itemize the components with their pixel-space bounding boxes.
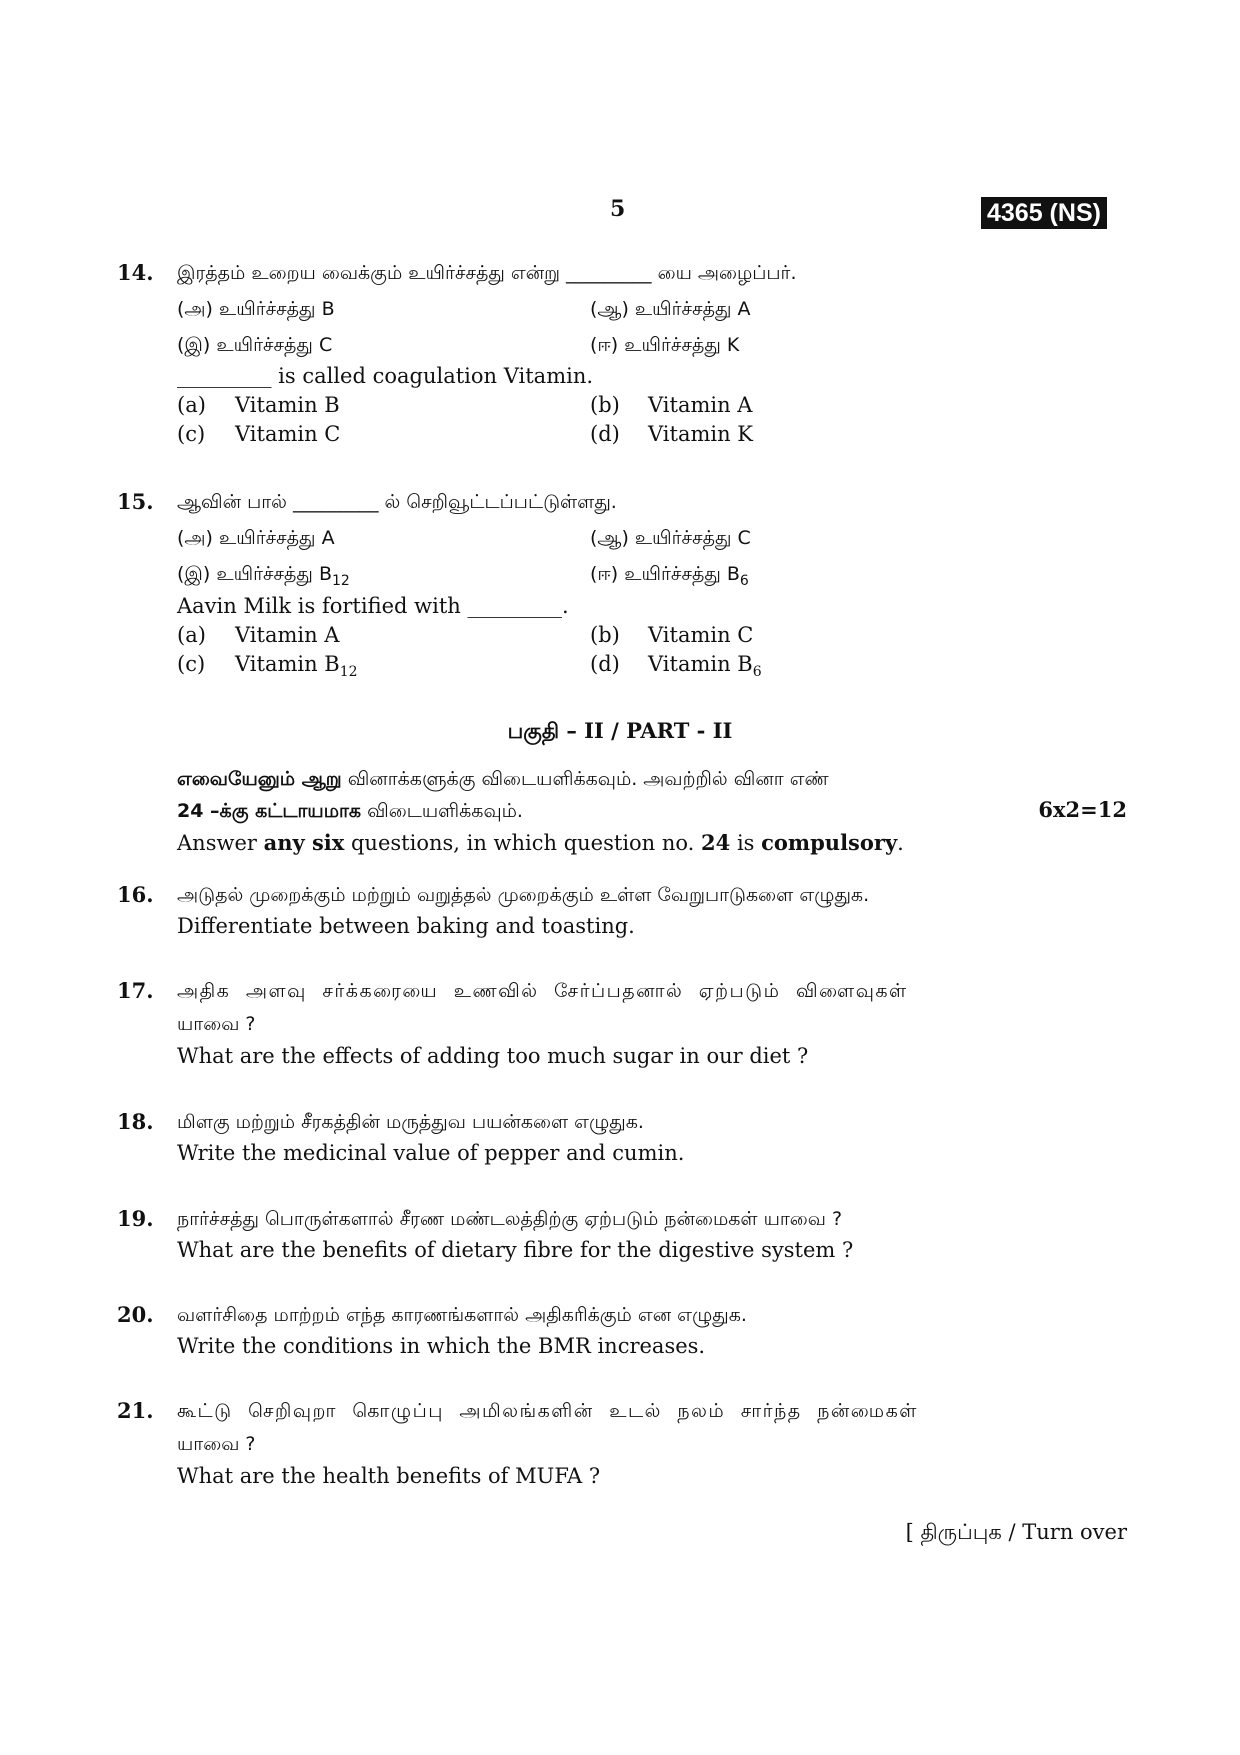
question-tamil-text: அடுதல் முறைக்கும் மற்றும் வறுத்தல் முறைக்கும் உள்ள வேறுபாடுகளை எழுதுக. <box>177 884 870 906</box>
option-b <box>590 390 752 420</box>
question-tamil-text: ஆவின் பால் _________ ல் செறிவூட்டப்பட்டுள்ளது. <box>177 491 617 513</box>
question-tamil-text: வளர்சிதை மாற்றம் எந்த காரணங்களால் அதிகரிக்கும் என எழுதுக. <box>177 1304 747 1326</box>
tamil-option-a: (அ) உயிர்ச்சத்து B <box>177 298 335 320</box>
tamil-option-b: (ஆ) உயிர்ச்சத்து C <box>590 527 751 549</box>
question-tamil-text: கூட்டு செறிவுறா கொழுப்பு அமிலங்களின் உடல் நலம் சார்ந்த நன்மைகள் <box>177 1400 918 1422</box>
tamil-option-b: (ஆ) உயிர்ச்சத்து A <box>590 298 751 320</box>
question-english-text: _________ is called coagulation Vitamin. <box>177 364 594 388</box>
question-english-text: Differentiate between baking and toasting. <box>177 914 635 938</box>
instruction-english: Answer any six questions, in which question no. 24 is compulsory. <box>177 830 904 855</box>
option-text: Vitamin A <box>648 393 753 417</box>
tamil-option-d: (ஈ) உயிர்ச்சத்து $B_6$ <box>590 563 749 589</box>
option-label: (d) <box>590 422 620 446</box>
option-a: (a) Vitamin A <box>177 623 340 647</box>
question-tamil-text-2: யாவை ? <box>177 1013 256 1035</box>
option-d: (d) Vitamin $B_6$ <box>590 652 762 680</box>
paper-code: 4365 (NS) <box>981 197 1107 229</box>
option-a <box>177 390 340 420</box>
tamil-option-c: (இ) உயிர்ச்சத்து C <box>177 334 333 356</box>
question-tamil-text-2: யாவை ? <box>177 1433 256 1455</box>
question-tamil-text: மிளகு மற்றும் சீரகத்தின் மருத்துவ பயன்களை எழுதுக. <box>177 1111 644 1133</box>
question-number: 14. <box>117 260 154 285</box>
tamil-option-a: (அ) உயிர்ச்சத்து A <box>177 527 335 549</box>
instruction-tamil-line-1: எவையேனும் ஆறு வினாக்களுக்கு விடையளிக்கவும். அவற்றில் வினா எண் <box>177 768 829 790</box>
turn-over-note: [ திருப்புக / Turn over <box>905 1520 1127 1544</box>
question-tamil-text: நார்ச்சத்து பொருள்களால் சீரண மண்டலத்திற்கு ஏற்படும் நன்மைகள் யாவை ? <box>177 1208 843 1230</box>
marks-label: 6x2=12 <box>1038 797 1127 822</box>
option-c: (c) Vitamin $B_{12}$ <box>177 652 358 680</box>
question-english-text: Aavin Milk is fortified with _________. <box>177 594 569 618</box>
question-english-text: What are the health benefits of MUFA ? <box>177 1464 601 1488</box>
option-c <box>177 419 340 449</box>
question-english-text: What are the effects of adding too much sugar in our diet ? <box>177 1044 809 1068</box>
tamil-option-d: (ஈ) உயிர்ச்சத்து K <box>590 334 740 356</box>
question-english-text: Write the medicinal value of pepper and cumin. <box>177 1141 685 1165</box>
tamil-option-c: (இ) உயிர்ச்சத்து $B_{12}$ <box>177 563 350 589</box>
question-tamil-text: இரத்தம் உறைய வைக்கும் உயிர்ச்சத்து என்று _________ யை அழைப்பர். <box>177 262 797 284</box>
part-title: பகுதி – II / PART - II <box>507 718 733 743</box>
instruction-tamil-line-2: 24 –க்கு கட்டாயமாக விடையளிக்கவும். <box>177 800 523 822</box>
option-label: (a) <box>177 393 206 417</box>
option-d <box>590 419 753 449</box>
question-english-text: Write the conditions in which the BMR increases. <box>177 1334 706 1358</box>
option-label: (b) <box>590 393 620 417</box>
option-text: Vitamin B <box>235 393 340 417</box>
option-b: (b) Vitamin C <box>590 623 754 647</box>
option-text: Vitamin C <box>235 422 341 446</box>
exam-page: 5 4365 (NS) 14. இரத்தம் உறைய வைக்கும் உயிர்ச்சத்து என்று _________ யை அழைப்பர். (அ) உயிர்ச்சத்து B (ஆ) உயிர்ச்சத்து A (இ) உயிர்ச்சத்து C (ஈ) உயிர்ச்சத்து K _________ is called coagulation Vitamin. (a) Vitamin B (b) Vitamin A (c) Vitamin C (d) Vitamin K 15. ஆவின் பால் _________ ல் செறிவூட்டப்பட்டுள்ளது. (அ) உயிர்ச்சத்து A (ஆ) உயிர்ச்சத்து C (இ) உயிர்ச்சத்து $B_{12}$ (ஈ) உயிர்ச்சத்து $B_6$ Aavin Milk is fortified with _________. (a) Vitamin A (b) Vitamin C (c) Vitamin $B_{12}$ (d) Vitamin $B_6$ பகுதி – II / PART - II எவையேனும் ஆறு வினாக்களுக்கு விடையளிக்கவும். அவற்றில் வினா எண் 24 –க்கு கட்டாயமாக விடையளிக்கவும். 6x2=12 Answer any six questions, in which question no. 24 is compulsory. 16. அடுதல் முறைக்கும் மற்றும் வறுத்தல் முறைக்கும் உள்ள வேறுபாடுகளை எழுதுக. Differentiate between baking and toasting. 17. அதிக அளவு சர்க்கரையை உணவில் சேர்ப்பதனால் ஏற்படும் விளைவுகள் யாவை ? What are the effects of adding too much sugar in our diet ? 18. மிளகு மற்றும் சீரகத்தின் மருத்துவ பயன்களை எழுதுக. Write the medicinal value of pepper and cumin. 19. நார்ச்சத்து பொருள்களால் சீரண மண்டலத்திற்கு ஏற்படும் நன்மைகள் யாவை ? What are the benefits of dietary fibre for the digestive system ? 20. வளர்சிதை மாற்றம் எந்த காரணங்களால் அதிகரிக்கும் என எழுதுக. Write the conditions in which the BMR increases. 21. கூட்டு செறிவுறா கொழுப்பு அமிலங்களின் உடல் நலம் சார்ந்த நன்மைகள் யாவை ? What are the health benefits of MUFA ? [ திருப்புக / Turn over <box>0 0 1240 1755</box>
page-number: 5 <box>610 196 626 222</box>
question-english-text: What are the benefits of dietary fibre for the digestive system ? <box>177 1238 854 1262</box>
question-number: 15. <box>117 489 154 514</box>
option-label: (c) <box>177 422 206 446</box>
question-tamil-text: அதிக அளவு சர்க்கரையை உணவில் சேர்ப்பதனால் ஏற்படும் விளைவுகள் <box>177 980 908 1002</box>
option-text: Vitamin K <box>648 422 753 446</box>
